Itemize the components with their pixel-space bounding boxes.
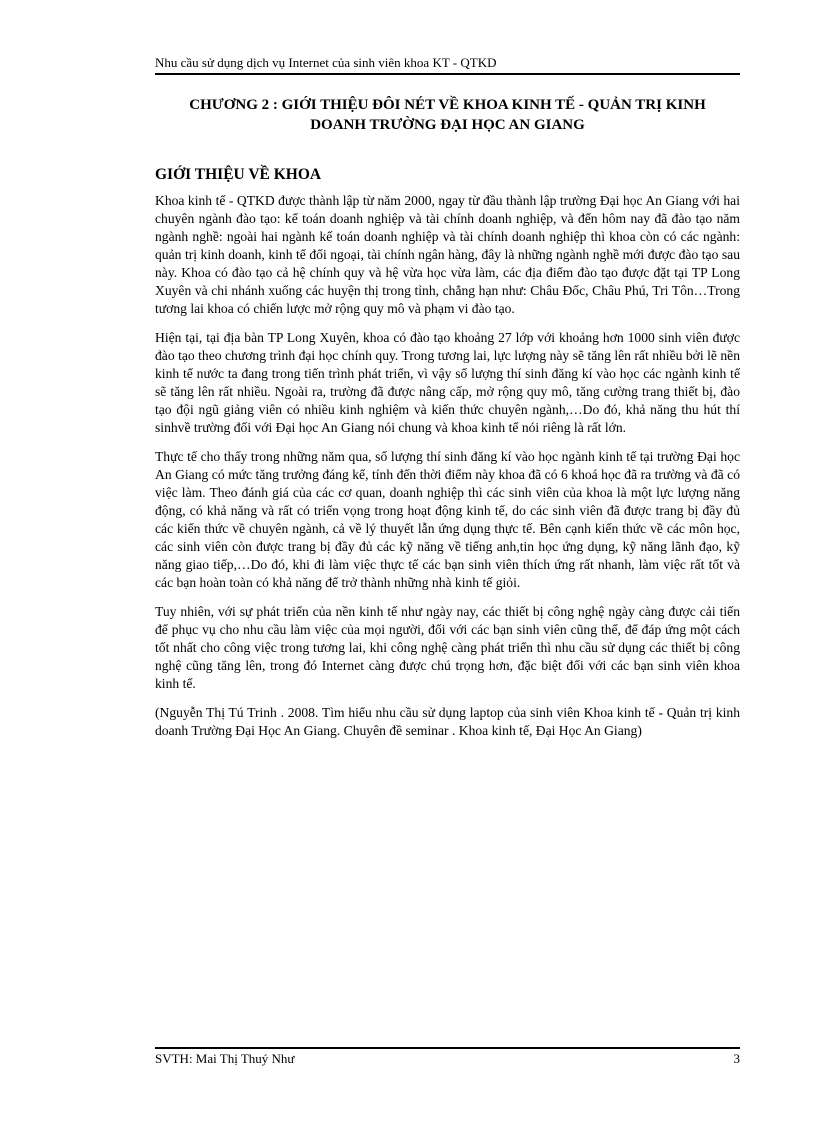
footer-author: SVTH: Mai Thị Thuý Như [155, 1051, 295, 1066]
chapter-title-line-1: CHƯƠNG 2 : GIỚI THIỆU ĐÔI NÉT VỀ KHOA KINH TẾ - QUẢN TRỊ KINH [189, 97, 706, 113]
header-rule [155, 73, 740, 75]
paragraph-4: Tuy nhiên, với sự phát triển của nền kinh tế như ngày nay, các thiết bị công nghệ ngày càng được cải tiến để phục vụ cho nhu cầu làm việc của mọi người, đối với các bạn sinh viên cũng thế, để đáp ứng một cách tốt nhất cho công việc trong tương lai, khi công nghệ càng phát triển thì nhu cầu sử dụng các thiết bị công nghệ cũng tăng lên, trong đó Internet càng được chú trọng hơn, đặc biệt đối với các bạn sinh viên khoa kinh tế. [155, 604, 740, 691]
footer-rule [155, 1047, 740, 1049]
page-number: 3 [733, 1051, 740, 1066]
section-title: GIỚI THIỆU VỀ KHOA [155, 166, 322, 183]
paragraph-1: Khoa kinh tế - QTKD được thành lập từ năm 2000, ngay từ đầu thành lập trường Đại học An Giang với hai chuyên ngành đào tạo: kế toán doanh nghiệp và tài chính doanh nghiệp, và đến hôm nay đã đào tạo năm ngành nghề: ngoài hai ngành kế toán doanh nghiệp và tài chính doanh nghiệp thì khoa còn có các ngành: quản trị kinh doanh, kinh tế đối ngoại, tài chính ngân hàng, đây là những ngành nghề mới được đào tạo sau này. Khoa có đào tạo cả hệ chính quy và hệ vừa học vừa làm, các địa điểm đào tạo được đặt tại TP Long Xuyên và chi nhánh xuống các huyện thị trong tỉnh, chẳng hạn như: Châu Đốc, Châu Phú, Tri Tôn…Trong tương lai khoa có chiến lược mở rộng quy mô và phạm vi đào tạo. [155, 193, 740, 316]
paragraph-2: Hiện tại, tại địa bàn TP Long Xuyên, khoa có đào tạo khoảng 27 lớp với khoảng hơn 1000 sinh viên được đào tạo theo chương trình đại học chính quy. Trong tương lai, lực lượng này sẽ tăng lên rất nhiều bởi lẽ nền kinh tế nước ta đang trong tiến trình phát triển, vì vậy số lượng thí sinh đăng kí vào học các ngành kinh tế sẽ tăng lên rất nhiều. Ngoài ra, trường đã được nâng cấp, mở rộng quy mô, tăng cường trang thiết bị, đào tạo đội ngũ giảng viên có nhiều kinh nghiệm và kiến thức chuyên ngành,…Do đó, khả năng thu hút thí sinhvề trường đối với Đại học An Giang nói chung và khoa kinh tế nói riêng là rất lớn. [155, 330, 740, 435]
body-text [155, 192, 740, 751]
chapter-title [155, 95, 740, 135]
chapter-title-line-2: DOANH TRƯỜNG ĐẠI HỌC AN GIANG [310, 117, 585, 133]
page-header: Nhu cầu sử dụng dịch vụ Internet của sinh viên khoa KT - QTKD [155, 55, 497, 70]
citation: (Nguyễn Thị Tú Trinh . 2008. Tìm hiểu nhu cầu sử dụng laptop của sinh viên Khoa kinh tế - Quản trị kinh doanh Trường Đại Học An Giang. Chuyên đề seminar . Khoa kinh tế, Đại Học An Giang) [155, 705, 740, 738]
page-footer [155, 1051, 740, 1067]
paragraph-3: Thực tế cho thấy trong những năm qua, số lượng thí sinh đăng kí vào học ngành kinh tế tại trường Đại học An Giang có mức tăng trưởng đáng kể, tính đến thời điểm này khoa đã có 6 khoá học đã ra trường và đã có việc làm. Theo đánh giá của các cơ quan, doanh nghiệp thì các sinh viên của khoa là một lực lượng năng động, có khả năng và rất có triển vọng trong hoạt động kinh tế, do các sinh viên đã được trang bị đầy đủ các kiến thức về chuyên ngành, cả về lý thuyết lẫn ứng dụng thực tế. Bên cạnh kiến thức về các môn học, các sinh viên còn được trang bị đầy đủ các kỹ năng về tiếng anh,tin học ứng dụng, kỹ năng lãnh đạo, kỹ năng giao tiếp,…Do đó, khi đi làm việc thực tế các bạn sinh viên thích ứng rất nhanh, làm việc rất tốt và các bạn hoàn toàn có khả năng để trở thành những nhà kinh tế giỏi. [155, 449, 740, 590]
